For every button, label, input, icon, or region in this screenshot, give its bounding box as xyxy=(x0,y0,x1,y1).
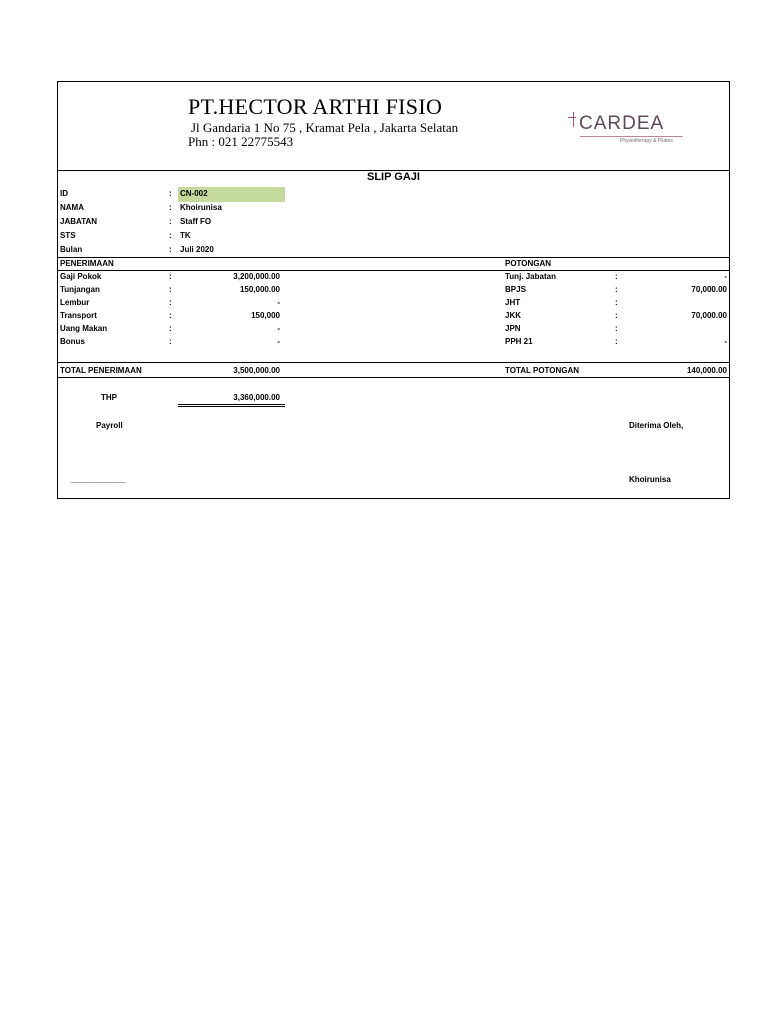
totals-bottom-divider xyxy=(58,377,729,378)
penerimaan-label: Tunjangan xyxy=(60,285,100,294)
employee-nama-value: Khoirunisa xyxy=(180,203,222,212)
employee-id-value: CN-002 xyxy=(180,189,208,198)
logo-plus-icon xyxy=(573,112,574,127)
potongan-label: JPN xyxy=(505,324,521,333)
total-potongan-label: TOTAL POTONGAN xyxy=(505,366,580,375)
penerimaan-value: 3,200,000.00 xyxy=(233,272,280,281)
total-penerimaan-label: TOTAL PENERIMAAN xyxy=(60,366,142,375)
cardea-logo xyxy=(568,108,688,146)
employee-label-nama: NAMA xyxy=(60,203,84,212)
potongan-value: 70,000.00 xyxy=(691,311,727,320)
section-divider xyxy=(58,257,729,258)
recipient-name: Khoirunisa xyxy=(629,475,671,484)
company-name: PT.HECTOR ARTHI FISIO xyxy=(188,94,443,119)
employee-bulan-value: Juli 2020 xyxy=(180,245,214,254)
potongan-value: - xyxy=(724,272,727,281)
potongan-value: 70,000.00 xyxy=(691,285,727,294)
employee-label-id: ID xyxy=(60,189,68,198)
employee-label-sts: STS xyxy=(60,231,76,240)
employee-jabatan-value: Staff FO xyxy=(180,217,212,226)
potongan-label: JHT xyxy=(505,298,521,307)
total-potongan-value: 140,000.00 xyxy=(686,366,727,375)
penerimaan-header: PENERIMAAN xyxy=(60,259,114,268)
potongan-label: BPJS xyxy=(505,285,526,294)
employee-label-bulan: Bulan xyxy=(60,245,83,254)
slip-title: SLIP GAJI xyxy=(367,171,420,183)
potongan-label: PPH 21 xyxy=(505,337,533,346)
penerimaan-label: Transport xyxy=(60,311,97,320)
penerimaan-label: Lembur xyxy=(60,298,90,307)
penerimaan-label: Uang Makan xyxy=(60,324,108,333)
penerimaan-value: 150,000 xyxy=(251,311,280,320)
employee-label-jabatan: JABATAN xyxy=(60,217,98,226)
logo-text: CARDEA xyxy=(579,113,665,134)
payroll-label: Payroll xyxy=(96,421,123,430)
penerimaan-label: Gaji Pokok xyxy=(60,272,102,281)
totals-top-divider xyxy=(58,362,729,363)
employee-sts-value: TK xyxy=(180,231,191,240)
diterima-oleh-label: Diterima Oleh, xyxy=(629,421,684,430)
penerimaan-value: - xyxy=(277,324,280,333)
company-phone: Phn : 021 22775543 xyxy=(188,134,294,149)
thp-value: 3,360,000.00 xyxy=(233,393,280,402)
payroll-signature-line: ______________ xyxy=(70,475,126,484)
thp-label: THP xyxy=(101,393,117,402)
logo-tagline: Physiotherapy & Pilates xyxy=(620,138,673,144)
total-penerimaan-value: 3,500,000.00 xyxy=(233,366,280,375)
penerimaan-value: 150,000.00 xyxy=(239,285,280,294)
potongan-label: Tunj. Jabatan xyxy=(505,272,556,281)
potongan-value: - xyxy=(724,337,727,346)
potongan-header: POTONGAN xyxy=(505,259,552,268)
potongan-label: JKK xyxy=(505,311,522,320)
thp-double-underline xyxy=(178,404,285,405)
penerimaan-value: - xyxy=(277,298,280,307)
company-address: Jl Gandaria 1 No 75 , Kramat Pela , Jakarta Selatan xyxy=(191,120,459,135)
section-header-divider xyxy=(58,270,729,271)
penerimaan-value: - xyxy=(277,337,280,346)
penerimaan-label: Bonus xyxy=(60,337,85,346)
salary-slip: PT.HECTOR ARTHI FISIO Jl Gandaria 1 No 75 , Kramat Pela , Jakarta Selatan Phn : 021 22775543 CARDEA Physiotherapy & Pilates SLIP GAJI ID : CN-002 NAMA : Khoirunisa JABATAN : Staff FO STS : TK Bulan : Juli 2020 PENERIMAAN POTONGAN Gaji Pokok : 3,200,000.00 Tunjangan : 150,000.00 Lembur : - Transport : 150,000 Uang Makan : - Bonus : - Tunj. Jabatan : - BPJS : 70,000.00 JHT : JKK : 70,000.00 JPN : PPH 21 : - TOTAL PENERIMAAN 3,500,000.00 TOTAL POTONGAN 140,000.00 THP 3,360,000.00 Payroll Diterima Oleh, ______________ Khoirunisa xyxy=(57,81,730,499)
